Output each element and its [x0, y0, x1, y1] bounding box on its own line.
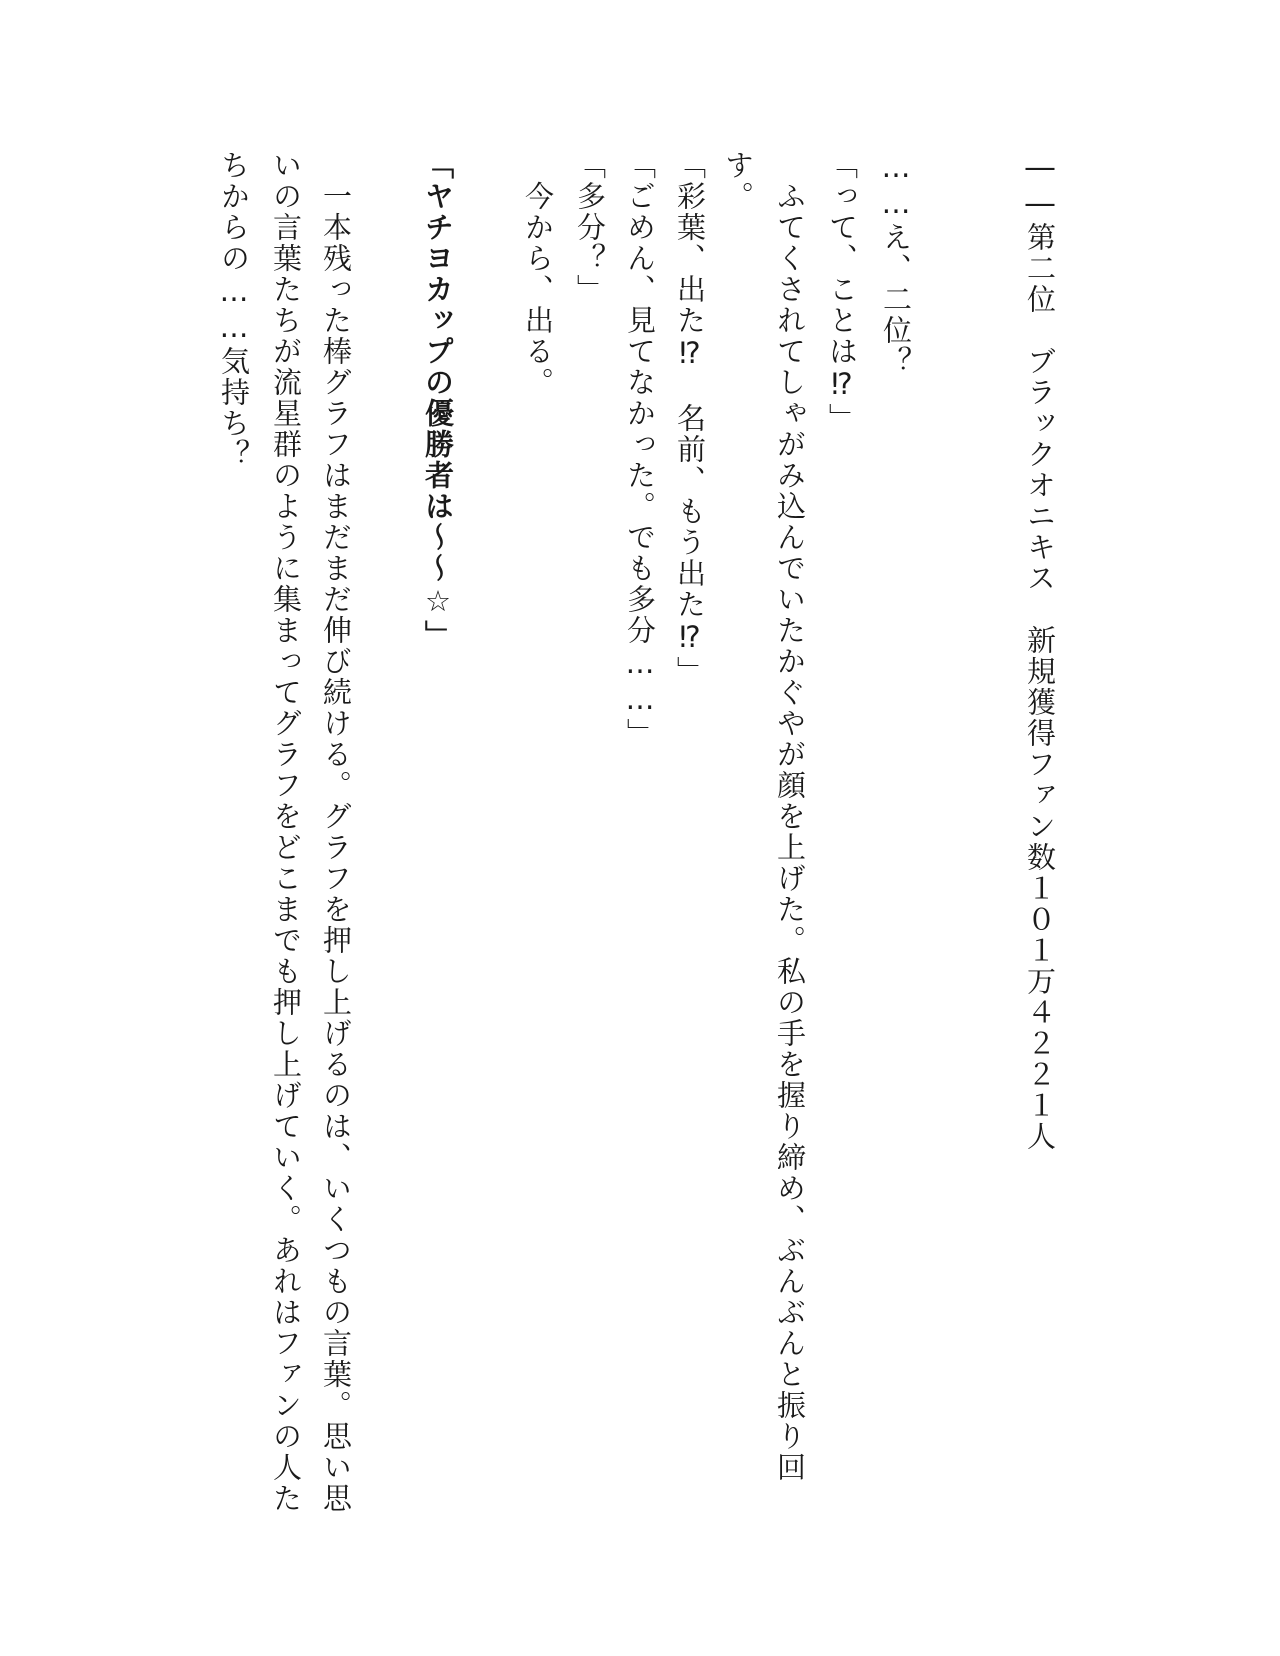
text-column-12: いの言葉たちが流星群のように集まってグラフをどこまでも押し上げていく。あれはファンの人た	[269, 150, 303, 1514]
text-column-5: す。	[721, 150, 755, 212]
text-column-4: ふてくされてしゃがみ込んでいたかぐやが顔を上げた。私の手を握り締め、ぶんぶんと振り回	[773, 150, 807, 1483]
text-column-3: 「って、ことは⁉」	[825, 150, 859, 434]
text-column-2: ……え、二位？	[879, 150, 913, 377]
text-column-8: 「多分？」	[573, 150, 607, 305]
text-column-6: 「彩葉、出た⁉ 名前、もう出た⁉」	[673, 150, 707, 687]
text-column-10: 「ヤチヨカップの優勝者は～～☆」	[421, 150, 455, 651]
text-column-11: 一本残った棒グラフはまだまだ伸び続ける。グラフを押し上げるのは、いくつもの言葉。思い思	[319, 150, 353, 1514]
text-column-7: 「ごめん、見てなかった。でも多分……」	[623, 150, 657, 749]
text-column-1: ――第二位 ブラックオニキス 新規獲得ファン数１０１万４２２１人	[1023, 150, 1057, 1152]
text-column-9: 今から、出る。	[521, 150, 555, 398]
text-column-13: ちからの……気持ち？	[217, 150, 251, 470]
